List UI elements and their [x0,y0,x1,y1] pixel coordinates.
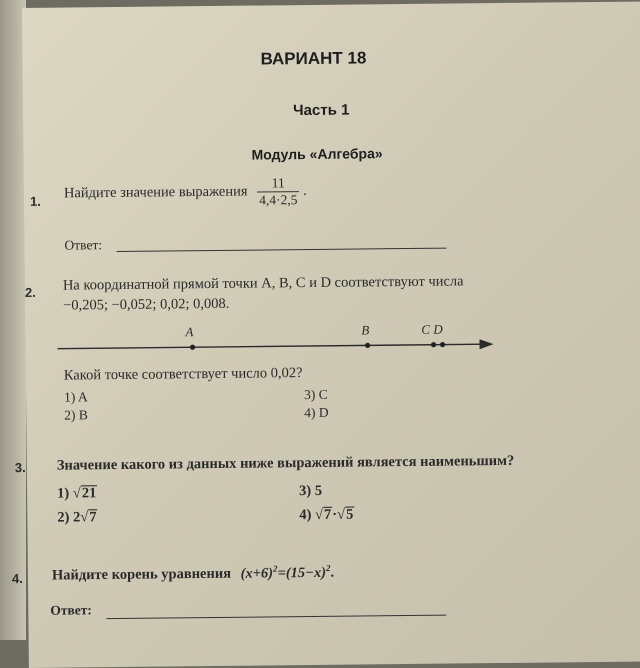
q1-answer-line[interactable] [117,248,447,252]
q4-end: . [330,564,335,581]
q1-fraction [257,175,300,208]
sqrt-icon: √ [80,509,89,526]
q2-option-3[interactable]: 3) C [303,386,328,403]
q1-text: Найдите значение выражения [63,183,248,202]
q3-opt1-radicand: 21 [81,485,97,502]
q4-eq-sign: = [277,565,286,582]
q3-opt2-radicand: 7 [89,509,97,526]
point-b [365,343,370,348]
q2-option-4[interactable]: 4) D [304,404,329,421]
q3-option-4[interactable] [299,507,354,525]
q3-opt4-radicand-1: 7 [323,506,332,523]
q4-eq-left: (x+6) [240,565,274,582]
number-line-arrow [479,339,493,349]
q1-end: . [302,182,307,199]
q1-numerator: 11 [271,175,285,191]
q4-text: Найдите корень уравнения [51,565,232,584]
q1-statement [64,175,307,211]
axis-label-b: B [361,322,370,338]
axis-label-cd: C D [421,321,443,337]
q1-denominator: 4,4·2,5 [257,191,299,208]
q2-number: 2. [24,284,36,300]
q4-answer-label: Ответ: [50,602,92,618]
q4-number: 4. [11,571,23,587]
point-d [440,342,445,347]
q3-option-1[interactable] [57,485,97,502]
q3-opt4-dot: · [332,506,338,523]
q4-exp-left: 2 [272,563,278,574]
sqrt-icon: √ [337,506,346,523]
q4-exp-right: 2 [325,562,331,573]
axis-label-a: A [185,324,194,340]
q2-option-2[interactable]: 2) B [64,407,88,423]
q4-eq-right: (15−x) [285,564,327,582]
number-line-axis [58,344,484,348]
part-title: Часть 1 [293,101,350,120]
q2-text-line2: −0,205; −0,052; 0,02; 0,008. [63,295,230,314]
module-title: Модуль «Алгебра» [251,145,383,163]
q3-option-2[interactable] [57,509,97,526]
q2-option-1[interactable]: 1) A [63,389,88,405]
point-c [431,342,436,347]
q2-question: Какой точке соответствует число 0,02? [63,365,303,384]
q3-number: 3. [14,459,26,476]
q2-text-line1: На координатной прямой точки A, B, C и D соответствуют числа [62,273,464,294]
variant-title: ВАРИАНТ 18 [260,48,367,69]
q4-answer-line[interactable] [106,615,446,620]
q3-opt2-prefix: 2) 2 [57,509,81,526]
q1-answer-label: Ответ: [64,237,103,253]
q1-number: 1. [29,193,41,209]
point-a [190,345,195,350]
sqrt-icon: √ [314,506,324,523]
q3-option-3[interactable]: 3) 5 [298,482,323,500]
q4-equation [240,562,331,582]
worksheet-page [11,1,640,668]
q4-statement [52,563,334,585]
q3-text: Значение какого из данных ниже выражений является наименьшим? [56,452,515,474]
q3-opt4-radicand-2: 5 [345,506,354,523]
q3-opt1-prefix: 1) [57,485,73,502]
q3-opt4-prefix: 4) [299,506,316,524]
sqrt-icon: √ [72,485,81,502]
